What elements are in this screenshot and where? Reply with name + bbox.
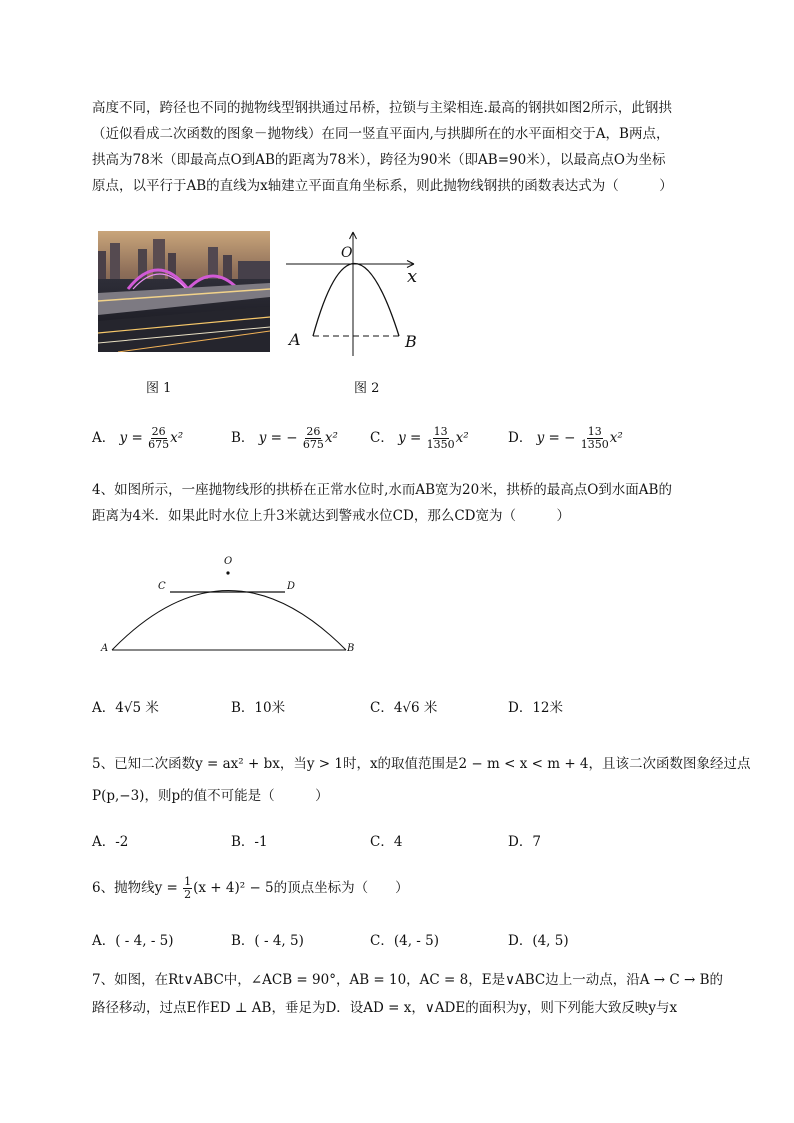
q4-label-o: O xyxy=(224,556,233,567)
q3-line-1: 高度不同，跨径也不同的抛物线型钢拱通过吊桥，拉锁与主梁相连.最高的钢拱如图2所示，此钢拱 xyxy=(92,100,672,116)
q7-line-1: 7、如图，在Rt∨ABC中，∠ACB = 90°，AB = 10，AC = 8，E是∨ABC边上一动点，沿A → C → B的 xyxy=(92,972,724,988)
q6-option-b[interactable]: B．( - 4, 5) xyxy=(231,933,304,949)
q3-option-a[interactable]: A． y = $\frac{26}{675}$ x² xyxy=(92,425,184,451)
fraction: $\frac{26}{675}$ xyxy=(148,425,170,451)
q3-option-b[interactable]: B． y = − $\frac{26}{675}$ x² xyxy=(231,425,338,451)
q4-line-2: 距离为4米．如果此时水位上升3米就达到警戒水位CD，那么CD宽为（ ） xyxy=(92,508,570,524)
q4-label-d: D xyxy=(287,581,296,592)
fraction: $\frac{13}{1350}$ xyxy=(580,425,609,451)
fig2-label-x: x xyxy=(407,266,418,287)
q6-option-c[interactable]: C．(4, - 5) xyxy=(370,933,439,949)
q3-line-4: 原点，以平行于AB的直线为x轴建立平面直角坐标系，则此抛物线钢拱的函数表达式为（ ） xyxy=(92,178,673,194)
fig2-label-o: O xyxy=(341,245,353,261)
q5-option-a[interactable]: A．-2 xyxy=(92,834,129,850)
q5-option-b[interactable]: B．-1 xyxy=(231,834,268,850)
fraction: $\frac{26}{675}$ xyxy=(302,425,324,451)
fig2-label-a: A xyxy=(289,330,301,349)
q4-line-1: 4、如图所示，一座抛物线形的拱桥在正常水位时,水而AB宽为20米，拱桥的最高点O到水面AB的 xyxy=(92,482,672,498)
q4-option-b[interactable]: B．10米 xyxy=(231,700,286,716)
fig2-label-b: B xyxy=(405,332,417,351)
q5-option-d[interactable]: D．7 xyxy=(508,834,541,850)
q4-option-a[interactable]: A．4√5 米 xyxy=(92,700,159,716)
q4-label-c: C xyxy=(158,581,166,592)
q5-line-1: 5、已知二次函数y = ax² + bx，当y > 1时，x的取值范围是2 − m < x < m + 4，且该二次函数图象经过点 xyxy=(92,756,751,772)
q4-option-c[interactable]: C．4√6 米 xyxy=(370,700,438,716)
q3-line-2: （近似看成二次函数的图象－抛物线）在同一竖直平面内,与拱脚所在的水平面相交于A，B两点， xyxy=(92,126,670,142)
figure-1-caption: 图 1 xyxy=(146,381,172,396)
q6-line: 6、抛物线y = $\frac{1}{2}$ (x + 4)² − 5的顶点坐标为（ ） xyxy=(92,875,409,901)
figure-2-caption: 图 2 xyxy=(354,381,380,396)
fraction: $\frac{13}{1350}$ xyxy=(426,425,455,451)
q5-option-c[interactable]: C．4 xyxy=(370,834,403,850)
q4-option-d[interactable]: D．12米 xyxy=(508,700,564,716)
q5-line-2: P(p,−3)，则p的值不可能是（ ） xyxy=(92,788,329,804)
q6-option-d[interactable]: D．(4, 5) xyxy=(508,933,569,949)
q6-option-a[interactable]: A．( - 4, - 5) xyxy=(92,933,174,949)
q4-label-b: B xyxy=(347,643,355,654)
bridge-photo xyxy=(98,231,270,352)
arch-bridge-diagram xyxy=(100,556,360,656)
q4-label-a: A xyxy=(101,643,109,654)
fraction: $\frac{1}{2}$ xyxy=(184,875,192,901)
q7-line-2: 路径移动，过点E作ED ⊥ AB，垂足为D．设AD = x，∨ADE的面积为y，则下列能大致反映y与x xyxy=(92,1000,678,1016)
q3-option-d[interactable]: D． y = − $\frac{13}{1350}$ x² xyxy=(508,425,623,451)
q3-option-c[interactable]: C． y = $\frac{13}{1350}$ x² xyxy=(370,425,469,451)
q3-line-3: 拱高为78米（即最高点O到AB的距离为78米），跨径为90米（即AB=90米），以最高点O为坐标 xyxy=(92,152,666,168)
